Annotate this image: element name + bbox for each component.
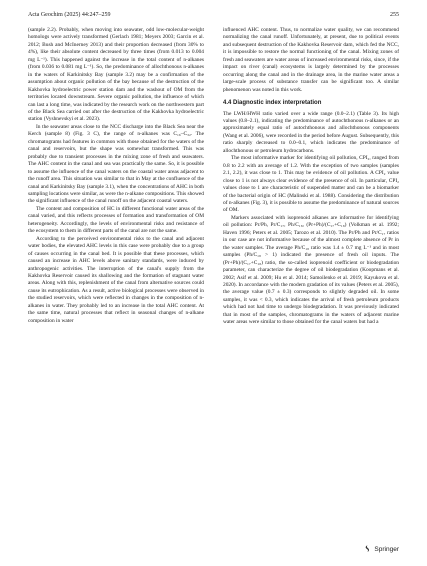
paragraph: influenced AHC content. Thus, to normalize water quality, we can recommend normalizing the canal runoff. Unfortunately, at present, due to political events and subsequent destruction of the Kakhovka Reservoir dam, which fed the NCC, it is impossible to restore the normal functioning of the canal. Mixing zones of fresh and seawaters are water areas of increased environmental risks, since, if the impact on river (canal) ecosystems is largely determined by the processes occurring along the canal and in the drainage area, in the marine water areas a large-scale process of substance transfer can be significant too. A similar phenomenon was noted in this work. xyxy=(223,27,399,93)
paragraph: The content and composition of HC in different functional water areas of the canal varied, and this reflects processes of formation and transformation of OM heterogeneity. Accordingly, the levels of environmental risks and resistance of the ecosystem to them in different parts of the canal are not the same. xyxy=(28,205,204,235)
running-header xyxy=(28,12,399,22)
paragraph: The most informative marker for identifying oil pollution, CPI₂, ranged from 0.8 to 2.2 with an average of 1.2. With the exception of two samples (samples 2.1, 2.2), it was close to 1. This may be evidence of oil pollution. A CPI₂ value close to 1 is not always clear evidence of the presence of oil. In particular, CPI₂ values close to 1 are characteristic of suspended matter and can be a biomarker of the bacterial origin of HC (Malinski et al. 1988). Considering the distribution of n-alkanes (Fig. 3), it is possible to assume the predominance of natural sources of OM. xyxy=(223,155,399,214)
springer-logo-icon xyxy=(364,545,371,553)
left-column xyxy=(28,27,204,325)
paragraph: In the seawater areas close to the NCC discharge into the Black Sea near the Kerch (sample 8) (Fig. 3 C), the range of n-alkanes was C₁₆–C₃₂. The chromatograms had features in common with those obtained for the waters of the canal and reservoirs, but the shape was somewhat transformed. This was probably due to transient processes in the mixing zone of fresh and seawaters. The AHC content in the canal and sea was practically the same. So, it is possible to assume the influence of the canal waters on the coastal water areas adjacent to the runoff area. This situation was similar to that in May at the confluence of the canal and Karkinitsky Bay (sample 3.1), when the concentrations of AHC in both sampling locations were similar, as were the n-alkane compositions. This showed the significant influence of the canal runoff on the adjacent coastal waters. xyxy=(28,123,204,205)
page-number: 255 xyxy=(390,12,399,18)
paragraph: According to the perceived environmental risks to the canal and adjacent water bodies, the elevated AHC levels in this case were probably due to a group of causes occurring in the canal bed. It is possible that these processes, which caused an increase in AHC levels above sanitary standards, were induced by anthropogenic activities. The interruption of the canal's supply from the Kakhovka Reservoir caused its shallowing and the formation of stagnant water areas. Along with this, replenishment of the canal from alternative sources could cause its eutrophication. As a result, active biological processes were observed in the studied reservoirs, which were reflected in changes in the composition of n-alkanes in water. They probably led to an increase in the total AHC content. At the same time, natural processes that reflect in seasonal changes of n-alkane composition in water xyxy=(28,235,204,324)
publisher-name: Springer xyxy=(374,545,399,553)
publisher-footer xyxy=(364,545,399,553)
paragraph: Markers associated with isoprenoid alkanes are informative for identifying oil pollution: Pr/Ph, Pr/C₁₇, Ph/C₁₈, (Pr+Ph)/(C₁₇+C₁₈) (Volkman et al. 1992; Haven 1996; Peters et al. 2005; Tarozo et al. 2010). The Pr/Ph and Pr/C₁₇ ratios in our case are not informative because of the almost complete absence of Pr in the water samples. The average Ph/C₁₈ ratio was 1.4 ± 0.7 mg L⁻¹ and in most samples (Ph/C₁₈ > 1) indicated the presence of fresh oil inputs. The (Pr+Ph)/(C₁₇+C₁₈) ratio, the so-called isoprenoid coefficient or biodegradation parameter, can characterize the degree of oil biodegradation (Koopmans et al. 2002; Asif et al. 2009; Hu et al. 2014; Samoilenko et al. 2019; Kayukova et al. 2020). In accordance with the modern gradation of its values (Peters et al. 2005), the average value (0.7 ± 0.3) corresponds to slightly degraded oil. In some samples, it was < 0.3, which indicates the arrival of fresh petroleum products which had not had time to undergo biodegradation. It was previously indicated that in most of the samples, chromatograms in the waters of adjacent marine water areas were similar to those obtained for the canal waters but had a xyxy=(223,214,399,326)
paragraph: (sample 2.2). Probably, when moving into seawater, odd low-molecular-weight homologs were actively transformed (Gerlach 1981; Meyers 2003; Garcin et al. 2012; Bush and McInerney 2013) and their proportion decreased (from 30% to 4%), like their absolute content decreased by three times (from 0.013 to 0.004 mg L⁻¹). This happened against the increase in the total content of n-alkanes (from 0.036 to 0.081 mg L⁻¹). So, the predominance of allochthonous n-alkanes in the waters of Karkinitsky Bay (sample 3.2) may be a confirmation of the assumption about organic pollution of the bay because of the destruction of the Kakhovka hydroelectric power station dam and the washout of OM from the territories located downstream. Severe organic pollution, the influence of which can last a long time, was indicated by the research work on the northwestern part of the Black Sea carried out after the destruction of the Kakhovka hydroelectric station (Vyshnevskyi et al. 2023). xyxy=(28,27,204,123)
section-heading: 4.4 Diagnostic index interpretation xyxy=(223,100,322,107)
right-column xyxy=(223,27,399,327)
journal-citation: Acta Geochim (2025) 44:247–259 xyxy=(28,12,111,18)
paragraph: The LWH/HWH ratio varied over a wide range (0.0–2.1) (Table 3). Its high values (0.8–2.1), indicating the predominance of autochthonous n-alkanes or an approximately equal ratio of autochthonous and allochthonous components (Wang et al. 2006), were recorded in the period before August. Subsequently, this ratio sharply decreased to 0.0–0.1, which indicates the predominance of allochthonous or petroleum hydrocarbons. xyxy=(223,110,399,154)
